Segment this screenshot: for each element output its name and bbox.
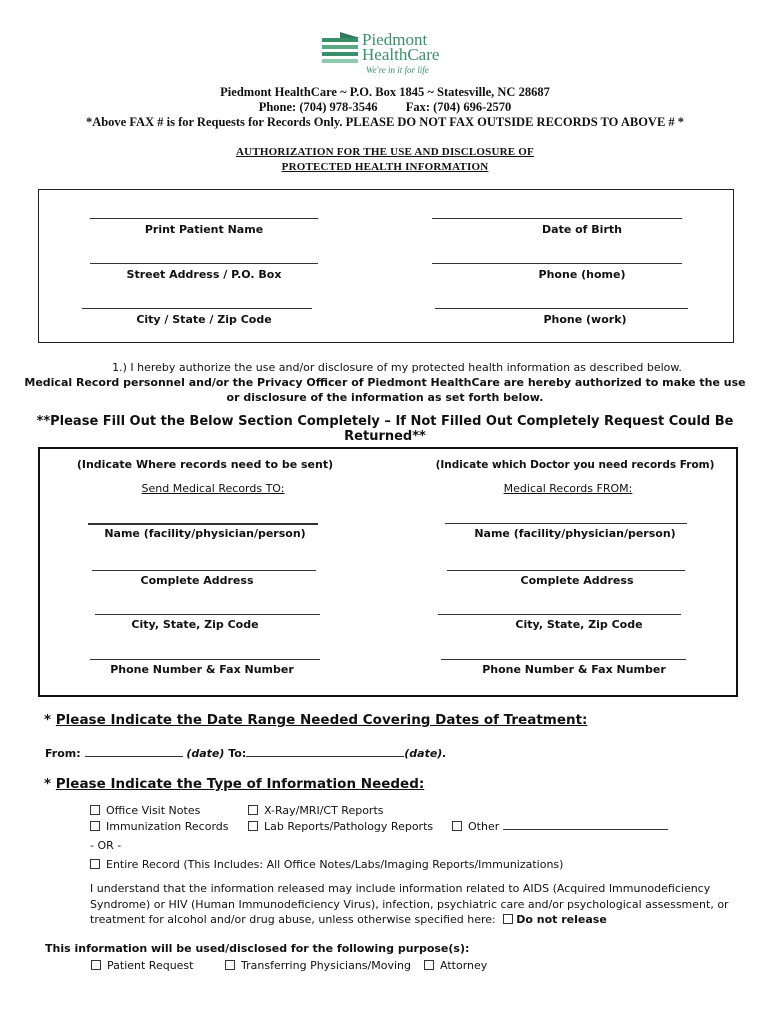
authorization-line1: 1.) I hereby authorize the use and/or disclosure of my protected health information as described below. [112, 361, 682, 374]
info-type-heading [44, 776, 424, 792]
to-label: To: [228, 747, 247, 760]
entire-record-option[interactable] [90, 858, 563, 871]
disclosure-line1: I understand that the information released may include information related to AIDS (Acquired Immunodeficiency [90, 882, 711, 895]
date-range-heading [44, 712, 587, 728]
from-hint: (Indicate which Doctor you need records From) [435, 459, 715, 471]
patient-name-line[interactable] [90, 218, 318, 219]
attorney-label: Attorney [440, 959, 488, 972]
send-to-city-line[interactable] [95, 614, 320, 615]
form-title-line2: PROTECTED HEALTH INFORMATION [281, 161, 489, 173]
transfer-option[interactable] [225, 959, 411, 972]
xray-option[interactable] [248, 804, 384, 817]
info-type-star: * [44, 776, 56, 792]
street-label: Street Address / P.O. Box [126, 268, 282, 281]
send-to-phone-line[interactable] [90, 659, 320, 660]
office-visit-checkbox[interactable] [90, 805, 100, 815]
do-not-release-checkbox[interactable] [503, 914, 513, 924]
send-to-name-label: Name (facility/physician/person) [104, 527, 306, 540]
date-range-star: * [44, 712, 56, 728]
send-to-title: Send Medical Records TO: [141, 482, 285, 495]
authorization-line2: Medical Record personnel and/or the Privacy Officer of Piedmont HealthCare are hereby authorized to make the use [24, 376, 746, 389]
disclosure-line3-text: treatment for alcohol and/or drug abuse, unless otherwise specified here: [90, 913, 496, 926]
from-phone-label: Phone Number & Fax Number [482, 663, 666, 676]
from-date-field[interactable] [85, 746, 183, 757]
send-to-address-label: Complete Address [140, 574, 254, 587]
from-label: From: [45, 747, 81, 760]
send-to-address-line[interactable] [92, 570, 316, 571]
from-date-hint: (date) [186, 747, 225, 760]
other-field[interactable] [503, 820, 668, 830]
phone-home-label: Phone (home) [538, 268, 626, 281]
logo-name-line2: HealthCare [362, 45, 440, 64]
entire-record-checkbox[interactable] [90, 859, 100, 869]
from-name-label: Name (facility/physician/person) [474, 527, 676, 540]
piedmont-logo [320, 30, 450, 78]
purpose-heading: This information will be used/disclosed for the following purpose(s): [45, 942, 470, 955]
office-visit-label: Office Visit Notes [106, 804, 201, 817]
from-city-label: City, State, Zip Code [515, 618, 643, 631]
city-label: City / State / Zip Code [136, 313, 272, 326]
send-to-name-line[interactable] [88, 523, 318, 525]
immunization-checkbox[interactable] [90, 821, 100, 831]
info-type-heading-text: Please Indicate the Type of Information Needed: [55, 776, 425, 792]
send-to-city-label: City, State, Zip Code [131, 618, 259, 631]
immunization-option[interactable] [90, 820, 229, 833]
transfer-checkbox[interactable] [225, 960, 235, 970]
from-address-label: Complete Address [520, 574, 634, 587]
header-fax: Fax: (704) 696-2570 [405, 100, 512, 114]
from-phone-line[interactable] [441, 659, 686, 660]
phone-work-label: Phone (work) [543, 313, 627, 326]
lab-option[interactable] [248, 820, 433, 833]
send-to-hint: (Indicate Where records need to be sent) [76, 458, 334, 471]
xray-label: X-Ray/MRI/CT Reports [264, 804, 384, 817]
logo-name-line1: Piedmont [362, 30, 428, 49]
dob-label: Date of Birth [542, 223, 622, 236]
from-name-line[interactable] [445, 523, 687, 524]
other-option[interactable] [452, 820, 668, 833]
patient-request-option[interactable] [91, 959, 193, 972]
header-address: Piedmont HealthCare ~ P.O. Box 1845 ~ Statesville, NC 28687 [220, 85, 550, 99]
attorney-option[interactable] [424, 959, 487, 972]
header-phone: Phone: (704) 978-3546 [258, 100, 378, 114]
other-checkbox[interactable] [452, 821, 462, 831]
logo-tagline: We're in it for life [366, 65, 429, 75]
from-address-line[interactable] [447, 570, 685, 571]
do-not-release-label: Do not release [516, 913, 607, 926]
patient-request-label: Patient Request [107, 959, 194, 972]
form-title-line1: AUTHORIZATION FOR THE USE AND DISCLOSURE OF [236, 146, 534, 158]
disclosure-line3 [90, 913, 750, 926]
dob-line[interactable] [432, 218, 682, 219]
warning-text: **Please Fill Out the Below Section Completely – If Not Filled Out Completely Request Could Be Returned** [36, 414, 734, 444]
phone-home-line[interactable] [432, 263, 682, 264]
disclosure-line2: Syndrome) or HIV (Human Immunodeficiency Virus), infection, psychiatric care and/or psychological assessment, or [90, 898, 729, 911]
date-range-heading-text: Please Indicate the Date Range Needed Covering Dates of Treatment: [55, 712, 588, 728]
transfer-label: Transferring Physicians/Moving [241, 959, 411, 972]
other-label: Other [468, 820, 500, 833]
street-line[interactable] [90, 263, 318, 264]
lab-label: Lab Reports/Pathology Reports [264, 820, 434, 833]
logo-mark-icon [320, 32, 364, 72]
send-to-phone-label: Phone Number & Fax Number [110, 663, 294, 676]
patient-request-checkbox[interactable] [91, 960, 101, 970]
date-range-fields [45, 746, 485, 760]
authorization-line3: or disclosure of the information as set forth below. [226, 391, 544, 404]
header-contact [0, 100, 770, 115]
from-title: Medical Records FROM: [503, 482, 633, 495]
lab-checkbox[interactable] [248, 821, 258, 831]
header-fax-note: *Above FAX # is for Requests for Records Only. PLEASE DO NOT FAX OUTSIDE RECORDS TO ABOVE # * [85, 115, 685, 129]
city-line[interactable] [82, 308, 312, 309]
immunization-label: Immunization Records [106, 820, 229, 833]
office-visit-option[interactable] [90, 804, 200, 817]
to-date-hint: (date). [404, 747, 447, 760]
to-date-field[interactable] [246, 746, 404, 757]
from-city-line[interactable] [438, 614, 681, 615]
entire-record-label: Entire Record (This Includes: All Office Notes/Labs/Imaging Reports/Immunizations) [106, 858, 564, 871]
attorney-checkbox[interactable] [424, 960, 434, 970]
phone-work-line[interactable] [435, 308, 688, 309]
xray-checkbox[interactable] [248, 805, 258, 815]
or-divider: - OR - [90, 839, 122, 852]
patient-name-label: Print Patient Name [144, 223, 264, 236]
